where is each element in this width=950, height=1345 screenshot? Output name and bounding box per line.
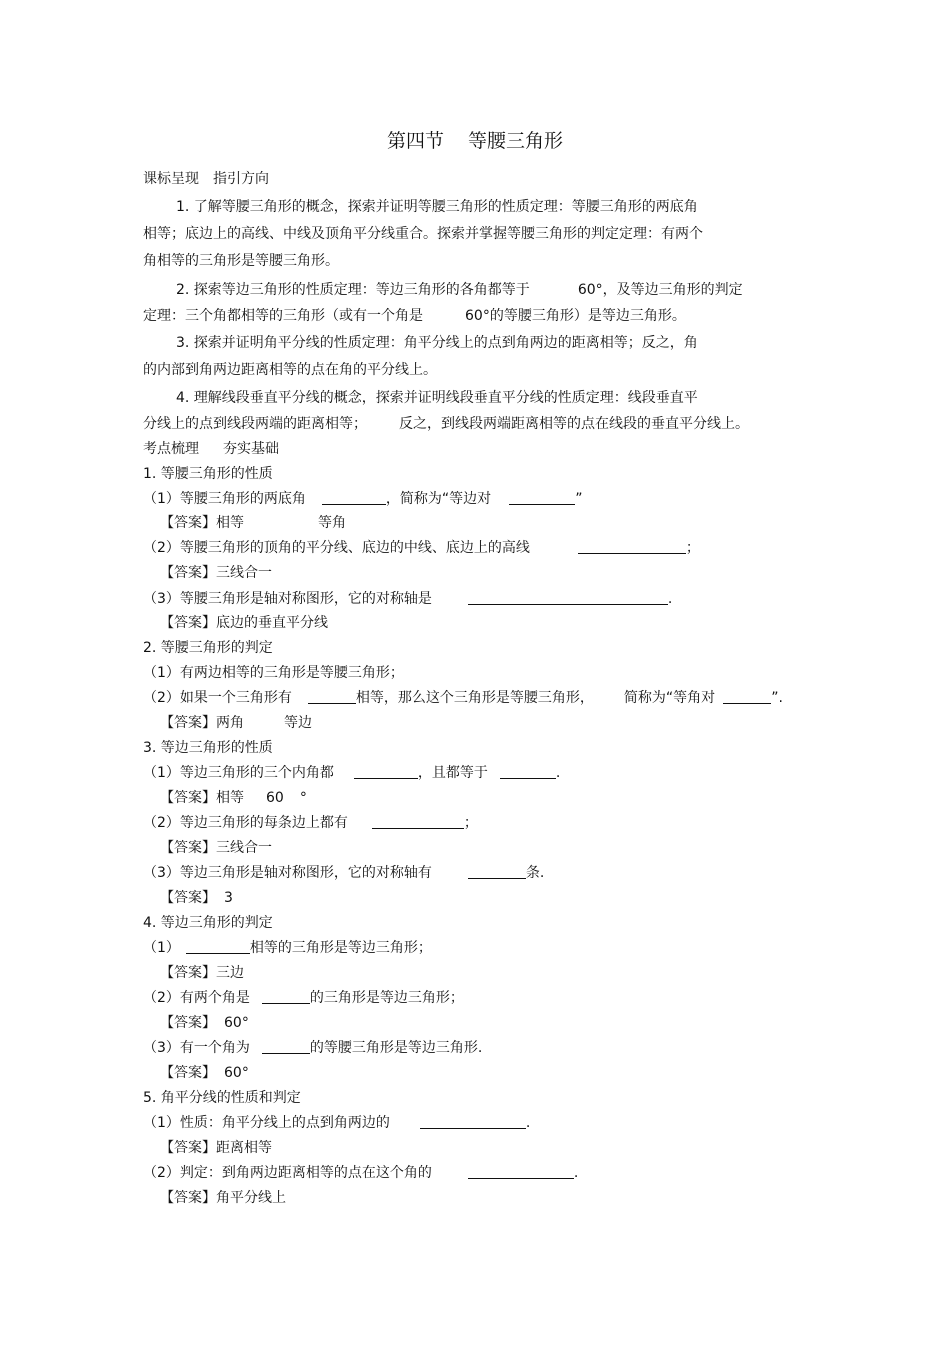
standard-4-line-1: 4. 理解线段垂直平分线的概念，探索并证明线段垂直平分线的性质定理：线段垂直平 (176, 390, 698, 406)
topic-2-heading: 2. 等腰三角形的判定 (143, 640, 273, 656)
standard-1-line-3: 角相等的三角形是等腰三角形。 (143, 253, 339, 269)
topic-4-heading: 4. 等边三角形的判定 (143, 915, 273, 931)
standard-4-line-2: 分线上的点到线段两端的距离相等； 反之，到线段两端距离相等的点在线段的垂直平分线上。 (143, 416, 749, 432)
topic-2-answer-2: 【答案】两角 等边 (160, 715, 312, 731)
answer-blank (186, 939, 250, 954)
answer-blank (468, 1164, 574, 1179)
topic-3-question-3: （3）等边三角形是轴对称图形，它的对称轴有 条. (143, 865, 545, 881)
topic-1-answer-1: 【答案】相等 等角 (160, 515, 346, 531)
answer-blank (420, 1114, 526, 1129)
topic-5-answer-1: 【答案】距离相等 (160, 1140, 272, 1156)
topic-5-answer-2: 【答案】角平分线上 (160, 1190, 286, 1206)
topic-4-question-2: （2）有两个角是 的三角形是等边三角形； (143, 990, 464, 1006)
topic-3-heading: 3. 等边三角形的性质 (143, 740, 273, 756)
answer-blank (262, 1039, 310, 1054)
section-heading-review: 考点梳理 夯实基础 (143, 441, 279, 457)
answer-blank (262, 989, 310, 1004)
topic-5-heading: 5. 角平分线的性质和判定 (143, 1090, 301, 1106)
standard-1-line-2: 相等；底边上的高线、中线及顶角平分线重合。探索并掌握等腰三角形的判定定理：有两个 (143, 226, 703, 242)
topic-3-question-2: （2）等边三角形的每条边上都有 ； (143, 815, 478, 831)
standard-3-line-1: 3. 探索并证明角平分线的性质定理：角平分线上的点到角两边的距离相等；反之，角 (176, 335, 698, 351)
answer-blank (354, 764, 418, 779)
topic-1-question-3: （3）等腰三角形是轴对称图形，它的对称轴是 . (143, 591, 673, 607)
answer-blank (468, 590, 668, 605)
topic-1-heading: 1. 等腰三角形的性质 (143, 466, 273, 482)
topic-1-answer-2: 【答案】三线合一 (160, 565, 272, 581)
topic-1-question-2: （2）等腰三角形的顶角的平分线、底边的中线、底边上的高线 ； (143, 540, 700, 556)
topic-5-question-1: （1）性质：角平分线上的点到角两边的 . (143, 1115, 531, 1131)
answer-blank (500, 764, 556, 779)
standard-2-line-2: 定理：三个角都相等的三角形（或有一个角是 60°的等腰三角形）是等边三角形。 (143, 308, 686, 324)
topic-1-question-1: （1）等腰三角形的两底角 ，简称为“等边对 ” (143, 491, 583, 507)
topic-5-question-2: （2）判定：到角两边距离相等的点在这个角的 . (143, 1165, 579, 1181)
topic-4-answer-1: 【答案】三边 (160, 965, 244, 981)
topic-1-answer-3: 【答案】底边的垂直平分线 (160, 615, 328, 631)
page-title (0, 128, 950, 154)
title-section-number: 第四节 (386, 130, 444, 152)
answer-blank (578, 539, 686, 554)
topic-4-answer-3: 【答案】 60° (160, 1065, 249, 1081)
topic-3-answer-2: 【答案】三线合一 (160, 840, 272, 856)
standard-2-line-1: 2. 探索等边三角形的性质定理：等边三角形的各角都等于 60°，及等边三角形的判定 (176, 282, 743, 298)
section-heading-standards: 课标呈现 指引方向 (143, 171, 269, 187)
title-topic: 等腰三角形 (468, 130, 564, 152)
topic-4-question-1: （1） 相等的三角形是等边三角形； (143, 940, 432, 956)
answer-blank (372, 814, 464, 829)
answer-blank (322, 490, 386, 505)
topic-2-question-1: （1）有两边相等的三角形是等腰三角形； (143, 665, 404, 681)
standard-3-line-2: 的内部到角两边距离相等的点在角的平分线上。 (143, 362, 437, 378)
answer-blank (509, 490, 575, 505)
answer-blank (308, 689, 356, 704)
topic-3-question-1: （1）等边三角形的三个内角都 ，且都等于 . (143, 765, 561, 781)
answer-blank (723, 689, 771, 704)
standard-1-line-1: 1. 了解等腰三角形的概念，探索并证明等腰三角形的性质定理：等腰三角形的两底角 (176, 199, 698, 215)
topic-3-answer-1: 【答案】相等 60 ° (160, 790, 307, 806)
topic-2-question-2: （2）如果一个三角形有 相等，那么这个三角形是等腰三角形， 简称为“等角对 ”. (143, 690, 783, 706)
topic-4-answer-2: 【答案】 60° (160, 1015, 249, 1031)
topic-4-question-3: （3）有一个角为 的等腰三角形是等边三角形. (143, 1040, 483, 1056)
answer-blank (468, 864, 526, 879)
topic-3-answer-3: 【答案】 3 (160, 890, 233, 906)
